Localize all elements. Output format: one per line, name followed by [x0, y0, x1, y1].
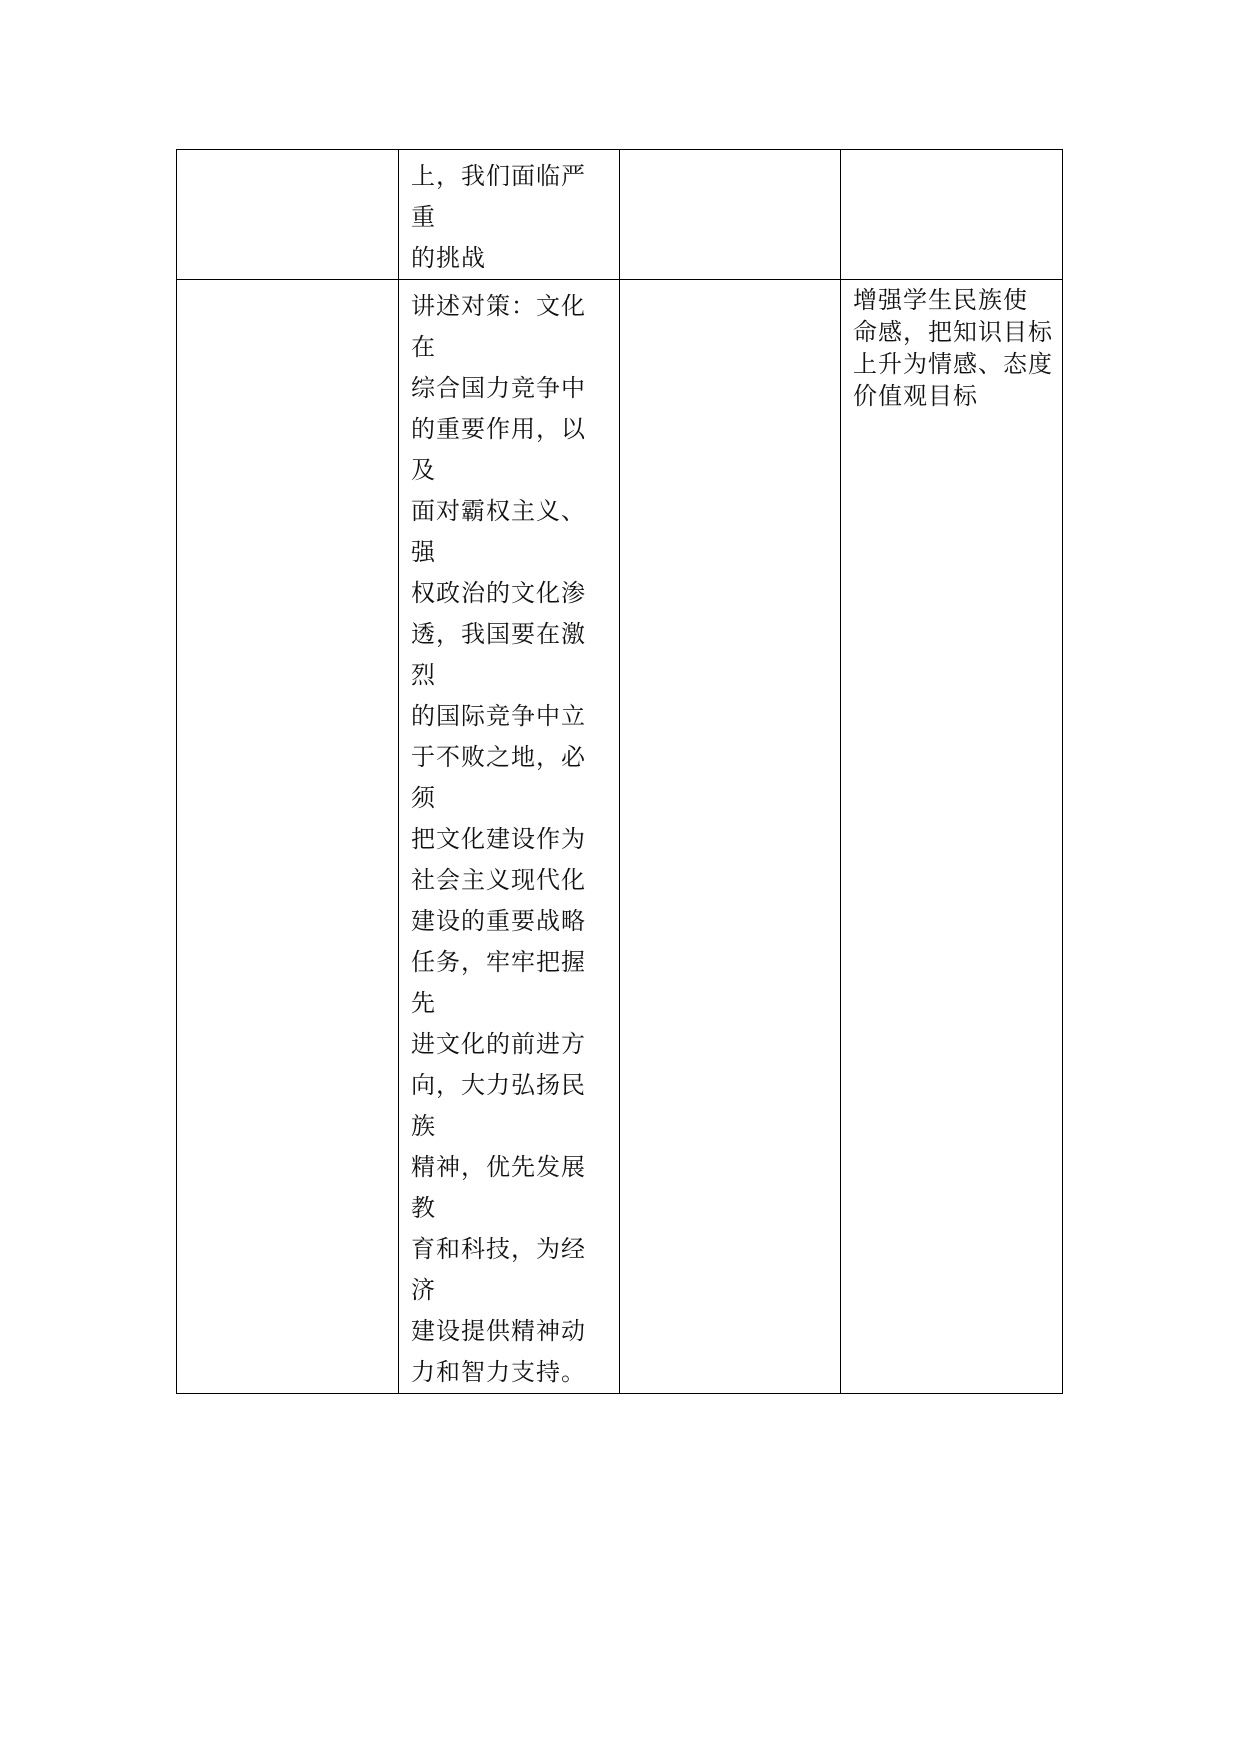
table-cell-content: [399, 150, 620, 280]
table-row: [177, 150, 1063, 280]
table-cell-empty: [841, 150, 1063, 280]
cell-text: 上，我们面临严重 的挑战: [411, 162, 586, 272]
table-row: [177, 280, 1063, 1394]
teaching-content-text: 讲述对策：文化在 综合国力竞争中 的重要作用，以及 面对霸权主义、强 权政治的文化渗 透，我国要在激烈 的国际竞争中立 于不败之地，必须 把文化建设作为 社会主义现代化 建设的重要战略 任务，牢牢把握先 进文化的前进方 向，大力弘扬民族 精神，优先发展教 育和科技，为经济 建设提供精神动 力和智力支持。: [411, 292, 586, 1386]
cell-text: [177, 150, 398, 156]
cell-text: [841, 150, 1062, 156]
cell-text: [620, 150, 840, 156]
table-cell-goal: [841, 280, 1063, 1394]
lesson-plan-table: [176, 149, 1063, 1394]
cell-text: [177, 280, 398, 286]
table-cell-empty: [177, 150, 399, 280]
table-cell-empty: [177, 280, 399, 1394]
table-cell-empty: [620, 280, 841, 1394]
design-intent-text: 增强学生民族使 命感，把知识目标 上升为情感、态度 价值观目标: [853, 286, 1053, 410]
table-cell-content: [399, 280, 620, 1394]
cell-text: [620, 280, 840, 286]
table-cell-empty: [620, 150, 841, 280]
